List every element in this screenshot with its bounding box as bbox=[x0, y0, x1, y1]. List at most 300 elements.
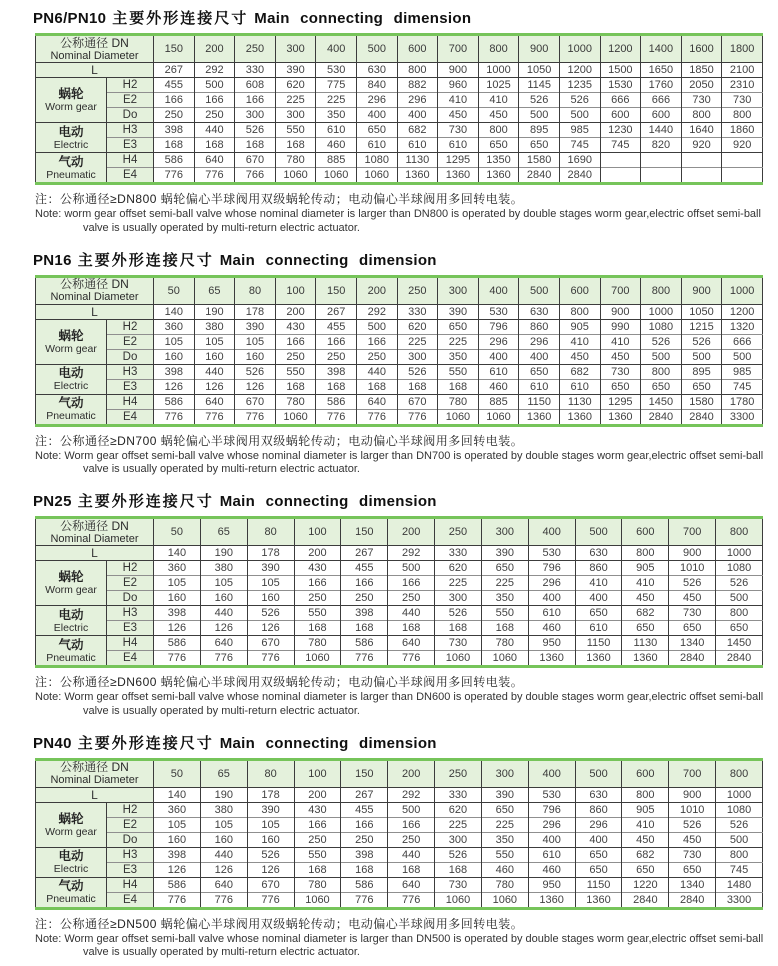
table-section-pn25 bbox=[0, 490, 778, 719]
table-cell: 500 bbox=[681, 349, 722, 364]
row-label: H3 bbox=[107, 364, 154, 379]
table-cell: 840 bbox=[356, 78, 397, 93]
table-cell: 168 bbox=[341, 862, 388, 877]
table-cell: 2840 bbox=[559, 168, 600, 184]
table-cell: 550 bbox=[294, 606, 341, 621]
table-cell: 390 bbox=[438, 304, 479, 319]
dimension-table bbox=[35, 33, 763, 185]
table-row-e2 bbox=[36, 93, 763, 108]
table-cell: 620 bbox=[397, 319, 438, 334]
table-row-h3 bbox=[36, 847, 763, 862]
corner-label-cn: 公称通径 DN bbox=[60, 760, 129, 774]
row-label: E3 bbox=[107, 621, 154, 636]
table-cell: 1060 bbox=[294, 892, 341, 908]
table-cell: 745 bbox=[722, 379, 763, 394]
table-cell: 800 bbox=[478, 123, 519, 138]
table-cell: 380 bbox=[200, 561, 247, 576]
row-label: H3 bbox=[107, 606, 154, 621]
table-cell: 526 bbox=[235, 364, 276, 379]
row-label: H2 bbox=[107, 319, 154, 334]
table-cell: 800 bbox=[716, 847, 763, 862]
table-cell: 920 bbox=[722, 138, 763, 153]
row-label: H2 bbox=[107, 802, 154, 817]
table-cell: 168 bbox=[235, 138, 276, 153]
table-cell: 160 bbox=[154, 832, 201, 847]
table-cell: 1060 bbox=[481, 892, 528, 908]
row-label: E3 bbox=[107, 138, 154, 153]
table-cell: 2840 bbox=[622, 892, 669, 908]
table-row-h4 bbox=[36, 394, 763, 409]
dn-header-cell: 250 bbox=[235, 35, 276, 63]
table-row-h3 bbox=[36, 123, 763, 138]
table-cell: 1500 bbox=[600, 63, 641, 78]
table-cell bbox=[641, 168, 682, 184]
table-cell: 780 bbox=[481, 636, 528, 651]
table-cell: 166 bbox=[275, 334, 316, 349]
row-label-l: L bbox=[36, 304, 154, 319]
table-cell: 330 bbox=[435, 787, 482, 802]
table-cell: 360 bbox=[154, 561, 201, 576]
table-cell: 1295 bbox=[438, 153, 479, 168]
table-cell: 920 bbox=[681, 138, 722, 153]
note-cn: 注：公称通径≥DN500 蜗轮偏心半球阀用双级蜗轮传动；电动偏心半球阀用多回转电装。 bbox=[35, 916, 524, 931]
row-label: H4 bbox=[107, 153, 154, 168]
table-cell: 178 bbox=[247, 546, 294, 561]
table-cell: 530 bbox=[528, 546, 575, 561]
table-cell: 250 bbox=[388, 832, 435, 847]
table-cell: 500 bbox=[194, 78, 235, 93]
table-cell: 640 bbox=[388, 636, 435, 651]
table-cell: 2840 bbox=[669, 892, 716, 908]
group-label-cn: 气动 bbox=[58, 396, 84, 410]
table-cell: 650 bbox=[478, 138, 519, 153]
table-cell: 126 bbox=[247, 862, 294, 877]
table-cell: 1650 bbox=[641, 63, 682, 78]
table-cell: 450 bbox=[478, 108, 519, 123]
table-cell: 730 bbox=[669, 606, 716, 621]
dn-header-cell: 500 bbox=[575, 518, 622, 546]
group-label-en: Electric bbox=[53, 621, 89, 634]
table-cell: 500 bbox=[722, 349, 763, 364]
table-cell: 390 bbox=[481, 787, 528, 802]
table-cell: 460 bbox=[478, 379, 519, 394]
row-group-label bbox=[36, 636, 107, 667]
table-cell: 610 bbox=[397, 138, 438, 153]
table-cell: 526 bbox=[519, 93, 560, 108]
table-cell: 650 bbox=[519, 364, 560, 379]
corner-label-en: Nominal Diameter bbox=[50, 291, 139, 303]
table-cell: 500 bbox=[388, 802, 435, 817]
dn-header-cell: 100 bbox=[294, 518, 341, 546]
table-cell: 1235 bbox=[559, 78, 600, 93]
table-cell: 166 bbox=[388, 817, 435, 832]
table-cell: 776 bbox=[341, 892, 388, 908]
table-cell: 610 bbox=[575, 621, 622, 636]
table-row-l bbox=[36, 546, 763, 561]
group-label-cn: 电动 bbox=[58, 607, 84, 622]
table-cell: 1060 bbox=[481, 651, 528, 667]
table-cell: 1150 bbox=[519, 394, 560, 409]
table-cell: 168 bbox=[154, 138, 195, 153]
note-en-line2: valve is usually operated by multi-return electric actuator. bbox=[83, 946, 360, 959]
table-cell bbox=[722, 168, 763, 184]
table-cell: 267 bbox=[341, 546, 388, 561]
dn-header-cell: 80 bbox=[247, 759, 294, 787]
table-cell: 1860 bbox=[722, 123, 763, 138]
table-cell: 250 bbox=[388, 591, 435, 606]
table-cell: 1060 bbox=[294, 651, 341, 667]
dn-header-cell: 50 bbox=[154, 759, 201, 787]
table-cell: 776 bbox=[194, 168, 235, 184]
table-cell: 200 bbox=[275, 304, 316, 319]
dn-header-cell: 900 bbox=[519, 35, 560, 63]
table-cell bbox=[681, 153, 722, 168]
table-cell: 1130 bbox=[622, 636, 669, 651]
table-cell: 1340 bbox=[669, 877, 716, 892]
table-cell: 682 bbox=[622, 606, 669, 621]
dn-header-cell: 300 bbox=[438, 276, 479, 304]
table-cell: 400 bbox=[528, 591, 575, 606]
row-label-l: L bbox=[36, 63, 154, 78]
table-cell: 776 bbox=[194, 409, 235, 425]
table-cell: 1360 bbox=[528, 892, 575, 908]
table-cell: 190 bbox=[200, 787, 247, 802]
table-cell: 1000 bbox=[716, 787, 763, 802]
row-label: H4 bbox=[107, 877, 154, 892]
table-cell: 400 bbox=[519, 349, 560, 364]
table-cell: 550 bbox=[481, 606, 528, 621]
table-cell: 166 bbox=[294, 576, 341, 591]
row-label: E2 bbox=[107, 334, 154, 349]
group-label-en: Worm gear bbox=[45, 342, 97, 355]
dn-header-cell: 65 bbox=[194, 276, 235, 304]
table-cell: 1215 bbox=[681, 319, 722, 334]
table-cell: 780 bbox=[294, 636, 341, 651]
table-cell: 390 bbox=[247, 802, 294, 817]
table-cell: 666 bbox=[641, 93, 682, 108]
table-cell: 666 bbox=[722, 334, 763, 349]
row-label: E3 bbox=[107, 862, 154, 877]
note-en-line2: valve is usually operated by multi-return electric actuator. bbox=[83, 704, 360, 717]
table-cell: 550 bbox=[275, 364, 316, 379]
table-row-h4 bbox=[36, 636, 763, 651]
table-cell: 1060 bbox=[275, 409, 316, 425]
table-cell: 682 bbox=[397, 123, 438, 138]
table-cell: 160 bbox=[247, 832, 294, 847]
table-cell: 586 bbox=[341, 636, 388, 651]
note-cn: 注：公称通径≥DN800 蜗轮偏心半球阀用双级蜗轮传动；电动偏心半球阀用多回转电装。 bbox=[35, 192, 524, 206]
table-cell: 1360 bbox=[397, 168, 438, 184]
table-cell: 450 bbox=[622, 591, 669, 606]
table-row-h2 bbox=[36, 319, 763, 334]
table-cell: 586 bbox=[316, 394, 357, 409]
table-cell: 430 bbox=[294, 802, 341, 817]
table-cell: 1360 bbox=[575, 651, 622, 667]
table-cell: 1050 bbox=[519, 63, 560, 78]
row-group-label bbox=[36, 123, 107, 153]
row-group-label bbox=[36, 877, 107, 908]
table-cell: 390 bbox=[275, 63, 316, 78]
table-cell: 168 bbox=[435, 862, 482, 877]
table-cell: 780 bbox=[481, 877, 528, 892]
table-cell: 168 bbox=[294, 862, 341, 877]
table-cell: 820 bbox=[641, 138, 682, 153]
table-cell: 905 bbox=[559, 319, 600, 334]
table-cell: 168 bbox=[275, 138, 316, 153]
table-cell: 168 bbox=[438, 379, 479, 394]
table-cell: 1060 bbox=[438, 409, 479, 425]
note-en-line1: Note: Worm gear offset semi-ball valve whose nominal diameter is larger than DN600 is operated by double stages worm gear,electric offset semi-ball bbox=[35, 691, 764, 703]
table-cell: 168 bbox=[356, 379, 397, 394]
table-cell: 1450 bbox=[641, 394, 682, 409]
dn-header-cell: 65 bbox=[200, 518, 247, 546]
table-cell: 250 bbox=[294, 832, 341, 847]
table-cell: 780 bbox=[294, 877, 341, 892]
table-cell: 1640 bbox=[681, 123, 722, 138]
table-cell: 526 bbox=[669, 576, 716, 591]
table-cell: 250 bbox=[294, 591, 341, 606]
table-cell: 400 bbox=[575, 591, 622, 606]
table-cell: 800 bbox=[397, 63, 438, 78]
table-cell: 670 bbox=[247, 877, 294, 892]
table-cell: 650 bbox=[481, 561, 528, 576]
table-title-code: PN6/PN10 bbox=[33, 10, 107, 27]
dn-header-cell: 300 bbox=[481, 518, 528, 546]
dn-header-cell: 80 bbox=[235, 276, 276, 304]
table-cell: 225 bbox=[435, 576, 482, 591]
dn-header-cell: 800 bbox=[716, 518, 763, 546]
table-cell: 650 bbox=[575, 862, 622, 877]
table-cell: 168 bbox=[275, 379, 316, 394]
table-cell: 400 bbox=[478, 349, 519, 364]
table-cell: 126 bbox=[200, 862, 247, 877]
table-cell: 1060 bbox=[275, 168, 316, 184]
dimension-table bbox=[35, 758, 763, 910]
row-label: Do bbox=[107, 591, 154, 606]
table-cell: 526 bbox=[235, 123, 276, 138]
table-cell: 105 bbox=[235, 334, 276, 349]
table-cell: 160 bbox=[235, 349, 276, 364]
dn-header-cell: 150 bbox=[316, 276, 357, 304]
table-cell: 985 bbox=[559, 123, 600, 138]
table-cell: 200 bbox=[294, 546, 341, 561]
table-cell: 390 bbox=[235, 319, 276, 334]
row-label: H4 bbox=[107, 636, 154, 651]
table-row-e3 bbox=[36, 621, 763, 636]
table-cell: 1580 bbox=[681, 394, 722, 409]
table-cell: 1080 bbox=[716, 561, 763, 576]
table-cell: 450 bbox=[622, 832, 669, 847]
table-cell: 160 bbox=[154, 349, 195, 364]
table-cell: 300 bbox=[435, 832, 482, 847]
table-row-h4 bbox=[36, 153, 763, 168]
table-cell: 1350 bbox=[478, 153, 519, 168]
table-cell: 1360 bbox=[622, 651, 669, 667]
table-cell: 398 bbox=[154, 606, 201, 621]
table-row-e4 bbox=[36, 651, 763, 667]
table-cell: 168 bbox=[388, 621, 435, 636]
table-cell: 126 bbox=[200, 621, 247, 636]
table-cell: 885 bbox=[316, 153, 357, 168]
table-cell: 550 bbox=[275, 123, 316, 138]
table-cell: 650 bbox=[481, 802, 528, 817]
table-cell: 1360 bbox=[519, 409, 560, 425]
table-row-l bbox=[36, 63, 763, 78]
dn-header-cell: 700 bbox=[669, 759, 716, 787]
table-row-e2 bbox=[36, 334, 763, 349]
table-title-en: Main connecting dimension bbox=[219, 493, 437, 510]
table-cell: 2100 bbox=[722, 63, 763, 78]
table-cell: 682 bbox=[622, 847, 669, 862]
dn-header-cell: 600 bbox=[397, 35, 438, 63]
dn-header-cell: 1600 bbox=[681, 35, 722, 63]
row-group-label bbox=[36, 153, 107, 184]
table-cell: 430 bbox=[294, 561, 341, 576]
row-label: H3 bbox=[107, 123, 154, 138]
note-en bbox=[35, 450, 778, 478]
table-cell: 800 bbox=[716, 606, 763, 621]
dimension-table bbox=[35, 275, 763, 427]
row-label: E2 bbox=[107, 93, 154, 108]
table-cell: 776 bbox=[154, 168, 195, 184]
row-label: E4 bbox=[107, 168, 154, 184]
table-cell: 1295 bbox=[600, 394, 641, 409]
table-cell: 745 bbox=[716, 862, 763, 877]
table-cell: 860 bbox=[519, 319, 560, 334]
dn-header-cell: 250 bbox=[435, 518, 482, 546]
table-cell: 1360 bbox=[438, 168, 479, 184]
table-cell: 1000 bbox=[478, 63, 519, 78]
row-group-label bbox=[36, 394, 107, 425]
table-cell: 1080 bbox=[716, 802, 763, 817]
row-label: Do bbox=[107, 832, 154, 847]
table-cell: 296 bbox=[575, 817, 622, 832]
group-label-cn: 气动 bbox=[58, 637, 84, 652]
table-cell: 550 bbox=[294, 847, 341, 862]
table-cell: 1130 bbox=[397, 153, 438, 168]
note-cn: 注：公称通径≥DN700 蜗轮偏心半球阀用双级蜗轮传动；电动偏心半球阀用多回转电装。 bbox=[35, 433, 524, 448]
table-cell: 105 bbox=[200, 576, 247, 591]
row-label: H4 bbox=[107, 394, 154, 409]
group-label-cn: 蜗轮 bbox=[58, 570, 84, 584]
table-row-h3 bbox=[36, 364, 763, 379]
table-cell: 730 bbox=[435, 877, 482, 892]
group-label-en: Electric bbox=[53, 863, 89, 875]
table-cell: 610 bbox=[478, 364, 519, 379]
table-cell: 450 bbox=[669, 832, 716, 847]
table-cell: 650 bbox=[716, 621, 763, 636]
table-title-en: Main connecting dimension bbox=[254, 10, 472, 27]
table-cell: 440 bbox=[200, 606, 247, 621]
row-label: Do bbox=[107, 349, 154, 364]
table-cell: 1000 bbox=[641, 304, 682, 319]
table-cell: 530 bbox=[478, 304, 519, 319]
table-cell: 776 bbox=[388, 651, 435, 667]
table-cell: 526 bbox=[681, 334, 722, 349]
table-cell: 1145 bbox=[519, 78, 560, 93]
group-label-cn: 气动 bbox=[58, 879, 84, 893]
table-cell: 440 bbox=[200, 847, 247, 862]
table-row-e4 bbox=[36, 168, 763, 184]
row-label-l: L bbox=[36, 546, 154, 561]
table-cell: 168 bbox=[435, 621, 482, 636]
table-cell: 586 bbox=[154, 153, 195, 168]
table-cell: 776 bbox=[341, 651, 388, 667]
table-cell: 430 bbox=[275, 319, 316, 334]
table-cell: 780 bbox=[275, 394, 316, 409]
table-cell: 776 bbox=[397, 409, 438, 425]
table-cell: 776 bbox=[247, 651, 294, 667]
dn-header-cell: 100 bbox=[294, 759, 341, 787]
table-cell: 775 bbox=[316, 78, 357, 93]
dn-header-cell: 1200 bbox=[600, 35, 641, 63]
table-cell: 895 bbox=[681, 364, 722, 379]
group-label-en: Pneumatic bbox=[46, 893, 96, 905]
table-cell: 440 bbox=[388, 847, 435, 862]
table-title-en: Main connecting dimension bbox=[219, 734, 437, 752]
table-cell: 530 bbox=[316, 63, 357, 78]
table-cell: 990 bbox=[600, 319, 641, 334]
table-section-pn6-pn10 bbox=[0, 7, 778, 236]
table-cell: 126 bbox=[247, 621, 294, 636]
row-label: H2 bbox=[107, 561, 154, 576]
table-cell: 166 bbox=[194, 93, 235, 108]
table-cell: 292 bbox=[388, 787, 435, 802]
table-cell: 250 bbox=[341, 591, 388, 606]
table-cell: 225 bbox=[481, 817, 528, 832]
table-cell: 3300 bbox=[722, 409, 763, 425]
table-cell: 650 bbox=[600, 379, 641, 394]
table-cell: 610 bbox=[356, 138, 397, 153]
table-cell: 776 bbox=[316, 409, 357, 425]
table-title-code: PN25 bbox=[33, 493, 72, 510]
table-cell: 600 bbox=[600, 108, 641, 123]
table-cell: 985 bbox=[722, 364, 763, 379]
row-label: H3 bbox=[107, 847, 154, 862]
table-cell: 350 bbox=[481, 832, 528, 847]
table-cell: 168 bbox=[194, 138, 235, 153]
row-group-label bbox=[36, 802, 107, 847]
table-row-do bbox=[36, 832, 763, 847]
corner-header bbox=[36, 518, 154, 546]
table-row-do bbox=[36, 108, 763, 123]
table-cell: 225 bbox=[435, 817, 482, 832]
group-label-cn: 电动 bbox=[58, 849, 84, 863]
table-cell: 1130 bbox=[559, 394, 600, 409]
table-cell: 250 bbox=[275, 349, 316, 364]
table-cell: 2840 bbox=[641, 409, 682, 425]
table-cell: 126 bbox=[154, 621, 201, 636]
table-cell: 500 bbox=[388, 561, 435, 576]
dn-header-cell: 80 bbox=[247, 518, 294, 546]
table-row-h2 bbox=[36, 78, 763, 93]
table-cell: 640 bbox=[194, 394, 235, 409]
dn-header-cell: 300 bbox=[481, 759, 528, 787]
table-cell: 1060 bbox=[435, 892, 482, 908]
table-cell bbox=[600, 168, 641, 184]
dn-header-cell: 65 bbox=[200, 759, 247, 787]
table-cell: 526 bbox=[435, 606, 482, 621]
row-label: E4 bbox=[107, 892, 154, 908]
table-title-cn: 主要外形连接尺寸 bbox=[77, 493, 214, 510]
table-cell: 796 bbox=[478, 319, 519, 334]
table-cell: 330 bbox=[397, 304, 438, 319]
table-cell bbox=[722, 153, 763, 168]
dn-header-cell: 600 bbox=[622, 759, 669, 787]
table-title-cn: 主要外形连接尺寸 bbox=[77, 251, 214, 269]
table-cell bbox=[681, 168, 722, 184]
table-section-pn40 bbox=[0, 732, 778, 961]
